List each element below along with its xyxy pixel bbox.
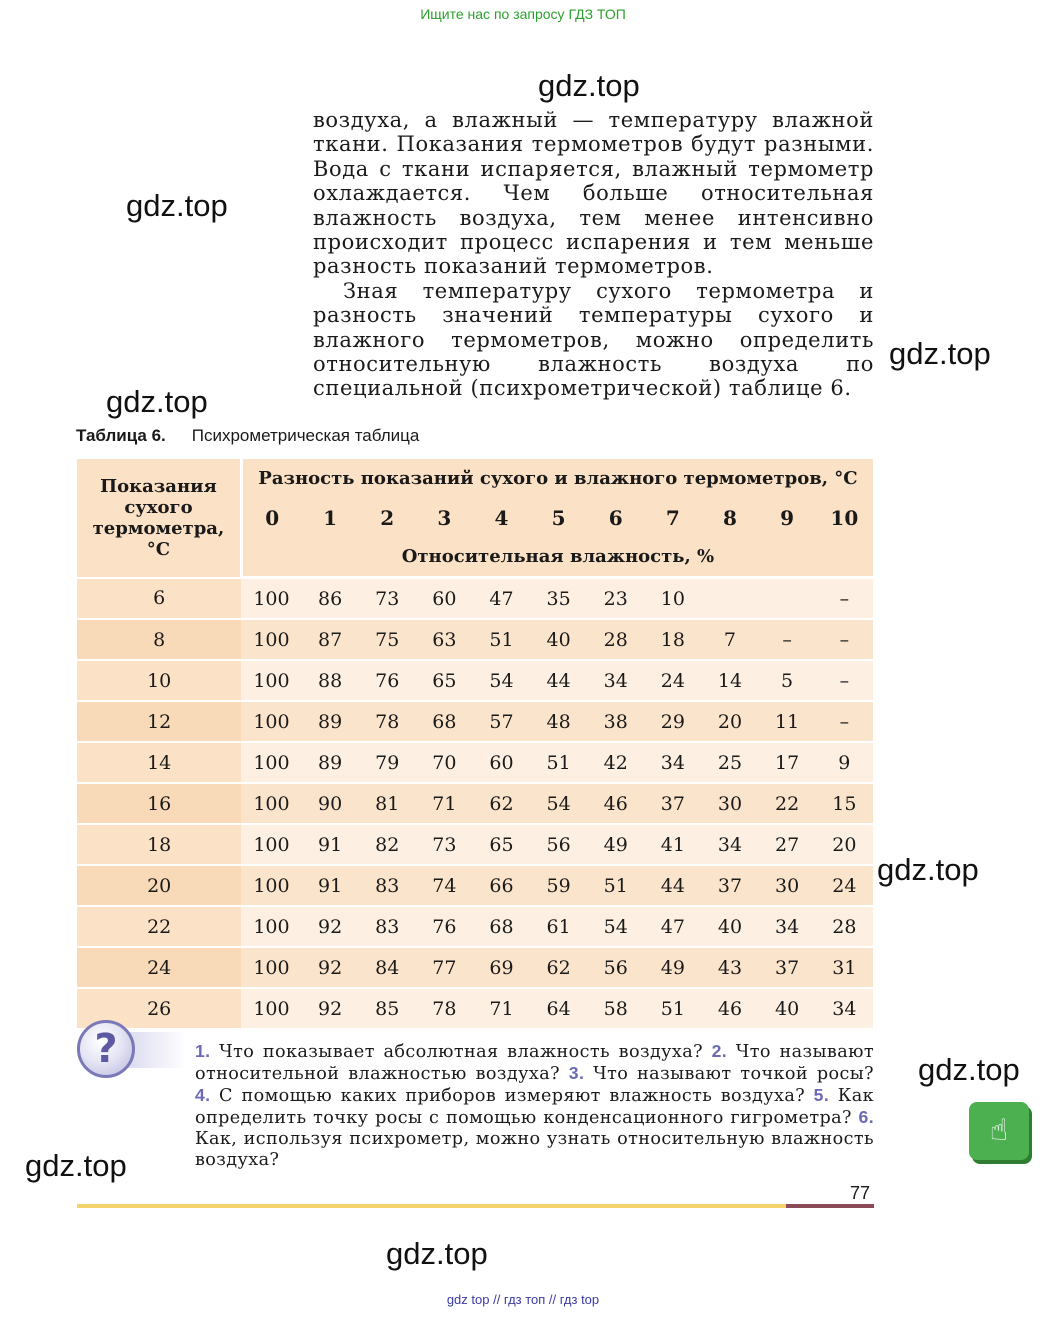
humidity-cell: 75 <box>359 619 416 660</box>
table-row <box>77 660 873 701</box>
paragraph: воздуха, а влажный — температуру влажной ткани. Показания термометров будут разными. Вода с ткани испаряется, влажный термометр охлаждается. Чем больше относительная влажность воздуха, тем менее интенсивно происходит процесс испарения и тем меньше разность показаний термометров. <box>313 108 874 279</box>
humidity-cell: 77 <box>416 947 473 988</box>
humidity-cell: 65 <box>416 660 473 701</box>
table-caption-title: Психрометрическая таблица <box>191 426 420 445</box>
humidity-cell: 47 <box>473 578 530 620</box>
footer-line-accent <box>786 1204 874 1208</box>
humidity-cell: 54 <box>530 783 587 824</box>
humidity-cell: 81 <box>359 783 416 824</box>
row-header-label: Показания сухого термометра, °С <box>77 459 241 578</box>
body-text <box>313 108 874 401</box>
footer-line <box>77 1204 786 1208</box>
humidity-cell: 66 <box>473 865 530 906</box>
humidity-cell: 34 <box>587 660 644 701</box>
table-row <box>77 742 873 783</box>
dry-temperature: 12 <box>77 701 241 742</box>
humidity-cell: – <box>816 619 873 660</box>
humidity-cell: 49 <box>644 947 701 988</box>
humidity-cell: 51 <box>473 619 530 660</box>
humidity-cell: 83 <box>359 906 416 947</box>
humidity-cell: 62 <box>473 783 530 824</box>
watermark: gdz.top <box>106 384 208 419</box>
humidity-cell: 100 <box>241 619 301 660</box>
humidity-cell: 14 <box>701 660 758 701</box>
humidity-cell: 20 <box>816 824 873 865</box>
diff-value: 3 <box>416 498 473 537</box>
humidity-cell: 100 <box>241 824 301 865</box>
watermark: gdz.top <box>126 188 228 223</box>
humidity-cell: 11 <box>759 701 816 742</box>
question-text: С помощью каких приборов измеряют влажность воздуха? <box>219 1085 806 1106</box>
humidity-cell: 34 <box>816 988 873 1028</box>
humidity-cell: 58 <box>587 988 644 1028</box>
humidity-cell: 34 <box>644 742 701 783</box>
humidity-cell: 71 <box>416 783 473 824</box>
watermark: gdz.top <box>889 336 991 371</box>
humidity-cell: 100 <box>241 701 301 742</box>
humidity-cell: 49 <box>587 824 644 865</box>
dry-temperature: 16 <box>77 783 241 824</box>
humidity-cell: 17 <box>759 742 816 783</box>
humidity-cell: 85 <box>359 988 416 1028</box>
humidity-cell: 87 <box>302 619 359 660</box>
humidity-cell: 24 <box>816 865 873 906</box>
table-row <box>77 906 873 947</box>
question-number: 6. <box>858 1106 874 1127</box>
humidity-cell: – <box>759 619 816 660</box>
humidity-cell: 70 <box>416 742 473 783</box>
dry-temperature: 26 <box>77 988 241 1028</box>
humidity-cell: 10 <box>644 578 701 620</box>
paragraph: Зная температуру сухого термометра и разность значений температуры сухого и влажного термометров, можно определить относительную влажность воздуха по специальной (психрометрической) таблице 6. <box>313 278 874 401</box>
humidity-cell: – <box>816 701 873 742</box>
watermark: gdz.top <box>538 68 640 103</box>
table-row <box>77 988 873 1028</box>
humidity-cell: 46 <box>701 988 758 1028</box>
humidity-cell: 100 <box>241 660 301 701</box>
humidity-cell: 51 <box>587 865 644 906</box>
humidity-cell: 23 <box>587 578 644 620</box>
question-text: Что называют точкой росы? <box>593 1063 874 1084</box>
watermark: gdz.top <box>877 852 979 887</box>
diff-value: 9 <box>759 498 816 537</box>
humidity-cell: 54 <box>473 660 530 701</box>
table-row <box>77 701 873 742</box>
question-text: Что показывает абсолютная влажность воздуха? <box>219 1042 703 1062</box>
humidity-cell: 76 <box>416 906 473 947</box>
humidity-header: Относительная влажность, % <box>241 537 873 578</box>
humidity-cell: 15 <box>816 783 873 824</box>
humidity-cell: 78 <box>416 988 473 1028</box>
humidity-cell: 30 <box>701 783 758 824</box>
question-number: 5. <box>813 1084 830 1105</box>
humidity-cell: 100 <box>241 947 301 988</box>
humidity-cell: 91 <box>302 824 359 865</box>
dry-temperature: 10 <box>77 660 241 701</box>
humidity-cell: 25 <box>701 742 758 783</box>
humidity-cell: 34 <box>759 906 816 947</box>
humidity-cell: 92 <box>302 906 359 947</box>
table-row <box>77 783 873 824</box>
humidity-cell: 92 <box>302 947 359 988</box>
review-questions <box>195 1041 874 1170</box>
humidity-cell: 51 <box>644 988 701 1028</box>
page-number: 77 <box>850 1183 871 1203</box>
humidity-cell: 40 <box>530 619 587 660</box>
humidity-cell: 73 <box>359 578 416 620</box>
humidity-cell: 71 <box>473 988 530 1028</box>
humidity-cell: 42 <box>587 742 644 783</box>
psychrometric-table <box>77 459 873 1028</box>
diff-value: 10 <box>816 498 873 537</box>
humidity-cell: 90 <box>302 783 359 824</box>
humidity-cell <box>701 578 758 620</box>
watermark: gdz.top <box>386 1236 488 1271</box>
humidity-cell: 46 <box>587 783 644 824</box>
humidity-cell: 89 <box>302 701 359 742</box>
humidity-cell: 38 <box>587 701 644 742</box>
humidity-cell: 68 <box>473 906 530 947</box>
diff-value: 2 <box>359 498 416 537</box>
dry-temperature: 22 <box>77 906 241 947</box>
bottom-links[interactable]: gdz top // гдз топ // гдз top <box>446 1292 600 1307</box>
humidity-cell: 100 <box>241 742 301 783</box>
humidity-cell: 91 <box>302 865 359 906</box>
question-number: 4. <box>195 1084 211 1105</box>
humidity-cell: 84 <box>359 947 416 988</box>
dry-temperature: 24 <box>77 947 241 988</box>
table-row <box>77 824 873 865</box>
humidity-cell: 76 <box>359 660 416 701</box>
humidity-cell: 43 <box>701 947 758 988</box>
diff-value: 6 <box>587 498 644 537</box>
humidity-cell: 40 <box>759 988 816 1028</box>
humidity-cell: 44 <box>644 865 701 906</box>
humidity-cell: 30 <box>759 865 816 906</box>
humidity-cell: 88 <box>302 660 359 701</box>
watermark: gdz.top <box>25 1148 127 1183</box>
humidity-cell: 63 <box>416 619 473 660</box>
diff-value: 5 <box>530 498 587 537</box>
humidity-cell: 92 <box>302 988 359 1028</box>
humidity-cell: 83 <box>359 865 416 906</box>
humidity-cell: 100 <box>241 906 301 947</box>
humidity-cell: 100 <box>241 783 301 824</box>
hand-pointer-icon[interactable]: ☝ <box>969 1102 1029 1160</box>
top-banner[interactable]: Ищите нас по запросу ГДЗ ТОП <box>420 6 626 22</box>
humidity-cell: – <box>816 578 873 620</box>
humidity-cell: 61 <box>530 906 587 947</box>
humidity-cell: 65 <box>473 824 530 865</box>
humidity-cell: 48 <box>530 701 587 742</box>
table-caption-label: Таблица 6. <box>76 426 166 445</box>
humidity-cell: 31 <box>816 947 873 988</box>
question-text: Что называют относительной влажностью воздуха? <box>195 1042 874 1084</box>
table-row <box>77 619 873 660</box>
humidity-cell: 29 <box>644 701 701 742</box>
humidity-cell: 37 <box>644 783 701 824</box>
table-row <box>77 865 873 906</box>
dry-temperature: 20 <box>77 865 241 906</box>
humidity-cell: 79 <box>359 742 416 783</box>
humidity-cell: 56 <box>530 824 587 865</box>
diff-header: Разность показаний сухого и влажного термометров, °С <box>241 459 873 498</box>
humidity-cell: – <box>816 660 873 701</box>
diff-value: 8 <box>701 498 758 537</box>
humidity-cell: 40 <box>701 906 758 947</box>
table-row <box>77 578 873 620</box>
table-row <box>77 947 873 988</box>
question-number: 3. <box>568 1062 585 1083</box>
humidity-cell: 100 <box>241 578 301 620</box>
humidity-cell: 41 <box>644 824 701 865</box>
humidity-cell: 28 <box>816 906 873 947</box>
humidity-cell: 73 <box>416 824 473 865</box>
humidity-cell: 78 <box>359 701 416 742</box>
question-text: Как, используя психрометр, можно узнать относительную влажность воздуха? <box>195 1128 874 1170</box>
diff-value: 4 <box>473 498 530 537</box>
humidity-cell: 100 <box>241 988 301 1028</box>
dry-temperature: 8 <box>77 619 241 660</box>
humidity-cell: 60 <box>416 578 473 620</box>
humidity-cell: 56 <box>587 947 644 988</box>
humidity-cell <box>759 578 816 620</box>
humidity-cell: 37 <box>759 947 816 988</box>
humidity-cell: 64 <box>530 988 587 1028</box>
humidity-cell: 28 <box>587 619 644 660</box>
humidity-cell: 89 <box>302 742 359 783</box>
humidity-cell: 62 <box>530 947 587 988</box>
humidity-cell: 44 <box>530 660 587 701</box>
question-text: Как определить точку росы с помощью конденсационного гигрометра? <box>195 1085 874 1128</box>
humidity-cell: 59 <box>530 865 587 906</box>
diff-value: 0 <box>241 498 301 537</box>
humidity-cell: 20 <box>701 701 758 742</box>
dry-temperature: 6 <box>77 578 241 620</box>
humidity-cell: 35 <box>530 578 587 620</box>
dry-temperature: 14 <box>77 742 241 783</box>
humidity-cell: 18 <box>644 619 701 660</box>
table-caption <box>76 426 419 446</box>
humidity-cell: 34 <box>701 824 758 865</box>
humidity-cell: 86 <box>302 578 359 620</box>
humidity-cell: 7 <box>701 619 758 660</box>
humidity-cell: 51 <box>530 742 587 783</box>
humidity-cell: 47 <box>644 906 701 947</box>
humidity-cell: 37 <box>701 865 758 906</box>
question-number: 2. <box>711 1041 728 1061</box>
humidity-cell: 9 <box>816 742 873 783</box>
humidity-cell: 22 <box>759 783 816 824</box>
humidity-cell: 69 <box>473 947 530 988</box>
humidity-cell: 57 <box>473 701 530 742</box>
humidity-cell: 100 <box>241 865 301 906</box>
question-mark-icon: ? <box>77 1020 135 1078</box>
humidity-cell: 60 <box>473 742 530 783</box>
diff-value: 7 <box>644 498 701 537</box>
humidity-cell: 68 <box>416 701 473 742</box>
question-number: 1. <box>195 1041 211 1061</box>
humidity-cell: 5 <box>759 660 816 701</box>
diff-value: 1 <box>302 498 359 537</box>
humidity-cell: 54 <box>587 906 644 947</box>
humidity-cell: 82 <box>359 824 416 865</box>
humidity-cell: 27 <box>759 824 816 865</box>
dry-temperature: 18 <box>77 824 241 865</box>
humidity-cell: 74 <box>416 865 473 906</box>
humidity-cell: 24 <box>644 660 701 701</box>
watermark: gdz.top <box>918 1052 1020 1087</box>
